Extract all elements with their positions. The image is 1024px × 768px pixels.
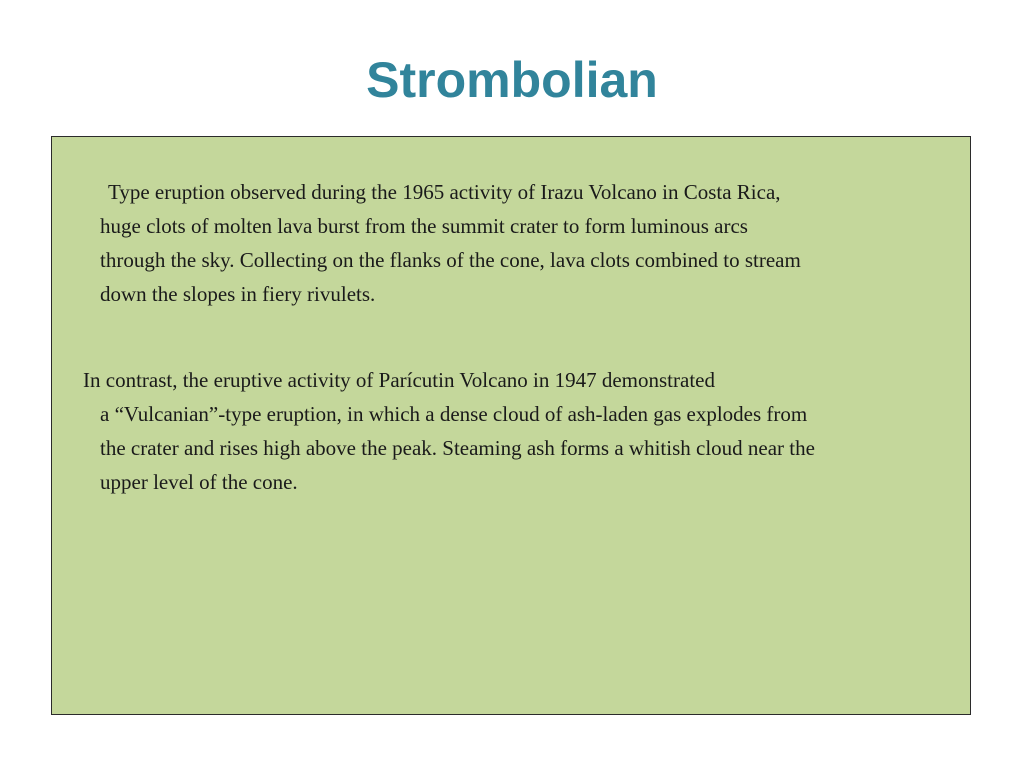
paragraph-line: down the slopes in fiery rivulets. [100,282,376,306]
paragraph-line: In contrast, the eruptive activity of Parícutin Volcano in 1947 demonstrated [83,368,715,392]
paragraph-line: a “Vulcanian”-type eruption, in which a dense cloud of ash-laden gas explodes from [100,402,808,426]
paragraph-line: the crater and rises high above the peak. Steaming ash forms a whitish cloud near the [100,436,815,460]
paragraph-vulcanian [83,363,815,499]
paragraph-strombolian [100,175,801,311]
paragraph-line: through the sky. Collecting on the flanks of the cone, lava clots combined to stream [100,248,801,272]
content-box [51,136,971,715]
paragraph-line: Type eruption observed during the 1965 activity of Irazu Volcano in Costa Rica, [108,180,781,204]
slide-title: Strombolian [366,52,658,108]
paragraph-line: upper level of the cone. [100,470,298,494]
paragraph-line: huge clots of molten lava burst from the summit crater to form luminous arcs [100,214,748,238]
